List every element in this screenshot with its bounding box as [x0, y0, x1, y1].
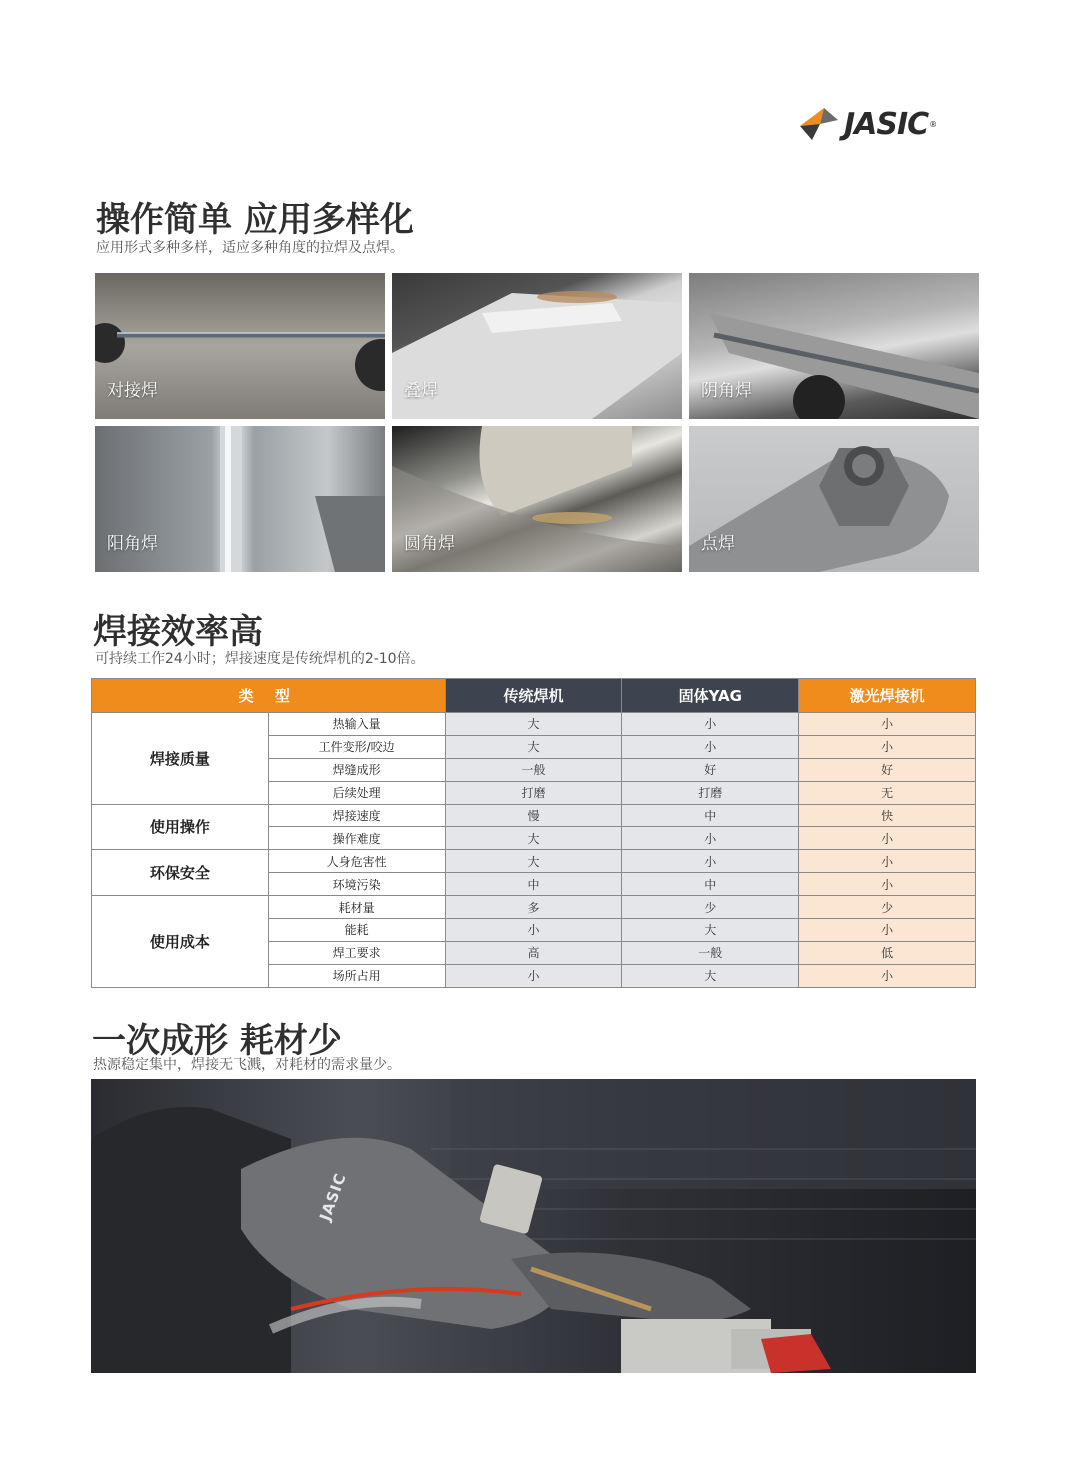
cell-laser: 好	[799, 758, 976, 781]
cell-laser: 少	[799, 896, 976, 919]
row-item: 人身危害性	[268, 850, 445, 873]
header-type: 类 型	[92, 679, 446, 713]
cell-laser: 小	[799, 850, 976, 873]
row-item: 工件变形/咬边	[268, 735, 445, 758]
cell-laser: 小	[799, 735, 976, 758]
table-row	[92, 850, 976, 873]
group-label: 焊接质量	[92, 713, 269, 805]
row-item: 焊工要求	[268, 941, 445, 964]
row-item: 环境污染	[268, 873, 445, 896]
cell-yag: 小	[622, 735, 799, 758]
section1-title: 操作简单 应用多样化	[96, 200, 414, 240]
cell-laser: 小	[799, 713, 976, 736]
table-row	[92, 804, 976, 827]
table-row	[92, 713, 976, 736]
tile-label: 点焊	[701, 534, 735, 554]
weld-tile-butt	[95, 273, 385, 419]
cell-traditional: 慢	[445, 804, 622, 827]
row-item: 焊缝成形	[268, 758, 445, 781]
table-row	[92, 896, 976, 919]
weld-tile-outer-corner	[95, 426, 385, 572]
cell-laser: 小	[799, 919, 976, 942]
cell-traditional: 小	[445, 964, 622, 987]
section3-title: 一次成形 耗材少	[92, 1021, 342, 1061]
group-label: 使用操作	[92, 804, 269, 850]
comparison-table	[91, 678, 976, 988]
cell-traditional: 大	[445, 850, 622, 873]
cell-yag: 小	[622, 827, 799, 850]
weld-tile-inner-fillet	[689, 273, 979, 419]
cell-traditional: 小	[445, 919, 622, 942]
brand-name: JASIC	[844, 106, 929, 142]
cell-yag: 好	[622, 758, 799, 781]
cell-laser: 低	[799, 941, 976, 964]
section2-title: 焊接效率高	[93, 612, 263, 652]
laser-welding-photo	[91, 1079, 976, 1373]
cell-laser: 小	[799, 964, 976, 987]
weld-tile-spot	[689, 426, 979, 572]
tile-label: 阳角焊	[107, 534, 158, 554]
section3-subtitle: 热源稳定集中，焊接无飞溅，对耗材的需求量少。	[93, 1057, 401, 1073]
tile-label: 圆角焊	[404, 534, 455, 554]
cell-yag: 小	[622, 713, 799, 736]
cell-yag: 大	[622, 919, 799, 942]
cell-yag: 小	[622, 850, 799, 873]
header-traditional: 传统焊机	[445, 679, 622, 713]
header-yag: 固体YAG	[622, 679, 799, 713]
weld-tile-fillet	[392, 426, 682, 572]
jasic-logo-icon	[798, 104, 842, 144]
cell-yag: 一般	[622, 941, 799, 964]
section1-subtitle: 应用形式多种多样，适应多种角度的拉焊及点焊。	[96, 240, 404, 256]
cell-yag: 中	[622, 804, 799, 827]
table-header-row	[92, 679, 976, 713]
row-item: 焊接速度	[268, 804, 445, 827]
welding-scene-illustration	[91, 1079, 976, 1373]
tile-label: 对接焊	[107, 381, 158, 401]
cell-yag: 大	[622, 964, 799, 987]
group-label: 使用成本	[92, 896, 269, 988]
cell-laser: 无	[799, 781, 976, 804]
cell-laser: 快	[799, 804, 976, 827]
row-item: 场所占用	[268, 964, 445, 987]
row-item: 耗材量	[268, 896, 445, 919]
brand-logo	[798, 102, 958, 146]
cell-traditional: 多	[445, 896, 622, 919]
cell-traditional: 大	[445, 735, 622, 758]
weld-tile-lap	[392, 273, 682, 419]
cell-yag: 少	[622, 896, 799, 919]
row-item: 后续处理	[268, 781, 445, 804]
row-item: 热输入量	[268, 713, 445, 736]
cell-traditional: 一般	[445, 758, 622, 781]
cell-yag: 打磨	[622, 781, 799, 804]
section2-subtitle: 可持续工作24小时；焊接速度是传统焊机的2-10倍。	[95, 651, 425, 667]
cell-traditional: 打磨	[445, 781, 622, 804]
tile-label: 叠焊	[404, 381, 438, 401]
group-label: 环保安全	[92, 850, 269, 896]
glove-brand-text: JASIC	[316, 1170, 350, 1224]
cell-traditional: 大	[445, 713, 622, 736]
row-item: 能耗	[268, 919, 445, 942]
cell-traditional: 高	[445, 941, 622, 964]
cell-yag: 中	[622, 873, 799, 896]
tile-label: 阴角焊	[701, 381, 752, 401]
brand-reg-mark: ®	[929, 119, 938, 129]
cell-laser: 小	[799, 873, 976, 896]
cell-traditional: 中	[445, 873, 622, 896]
row-item: 操作难度	[268, 827, 445, 850]
cell-laser: 小	[799, 827, 976, 850]
cell-traditional: 大	[445, 827, 622, 850]
header-laser: 激光焊接机	[799, 679, 976, 713]
